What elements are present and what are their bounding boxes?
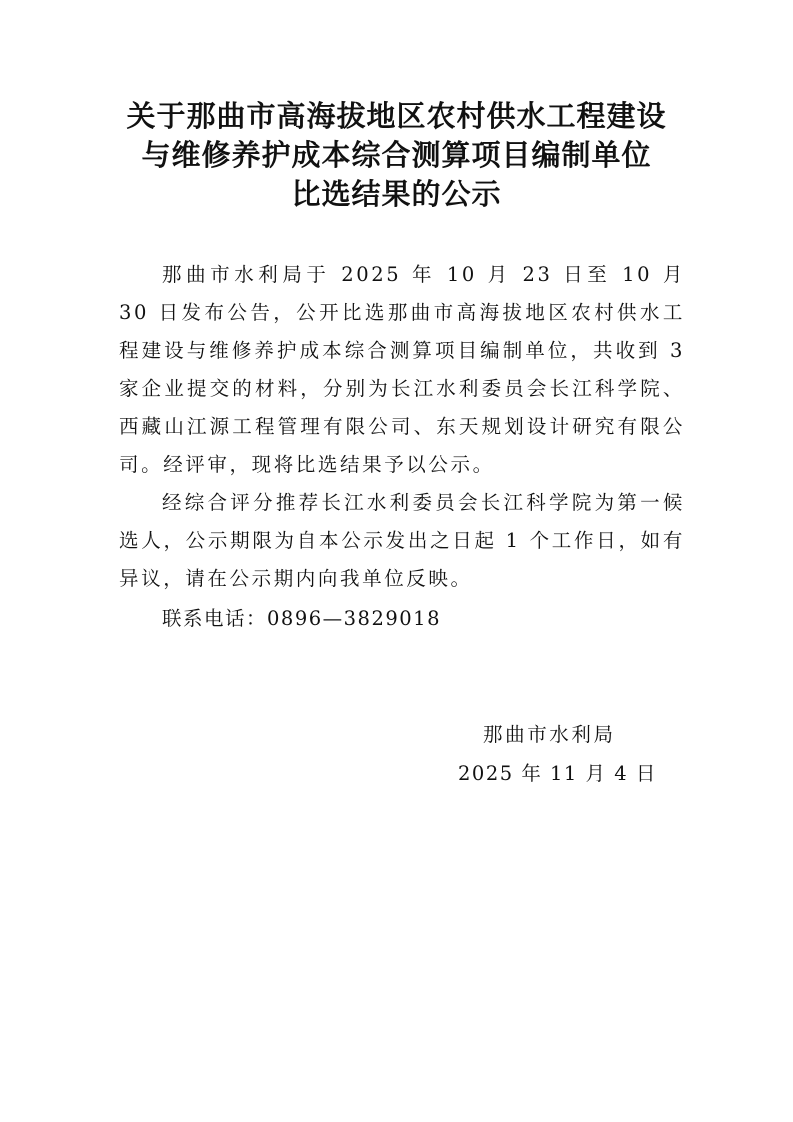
contact-phone: 联系电话：0896—3829018 xyxy=(162,607,441,630)
signature-date: 2025 年 11 月 4 日 xyxy=(458,762,657,785)
document-title xyxy=(110,97,683,214)
announcement-paragraph: 那曲市水利局于 2025 年 10 月 23 日至 10 月 30 日发布公告，公开比选那曲市高海拔地区农村供水工程建设与维修养护成本综合测算项目编制单位，共收到 3 家企业提交的材料，分别为长江水利委员会长江科学院、西藏山江源工程管理有限公司、东天规划设计研究有限公司。经评审，现将比选结果予以公示。 xyxy=(119,263,685,476)
title-line-3: 比选结果的公示 xyxy=(291,177,502,211)
signature-organization: 那曲市水利局 xyxy=(483,723,616,746)
title-line-2: 与维修养护成本综合测算项目编制单位 xyxy=(141,138,652,172)
result-paragraph: 经综合评分推荐长江水利委员会长江科学院为第一候选人，公示期限为自本公示发出之日起 1 个工作日，如有异议，请在公示期内向我单位反映。 xyxy=(119,491,685,590)
title-line-1: 关于那曲市高海拔地区农村供水工程建设 xyxy=(126,99,667,133)
